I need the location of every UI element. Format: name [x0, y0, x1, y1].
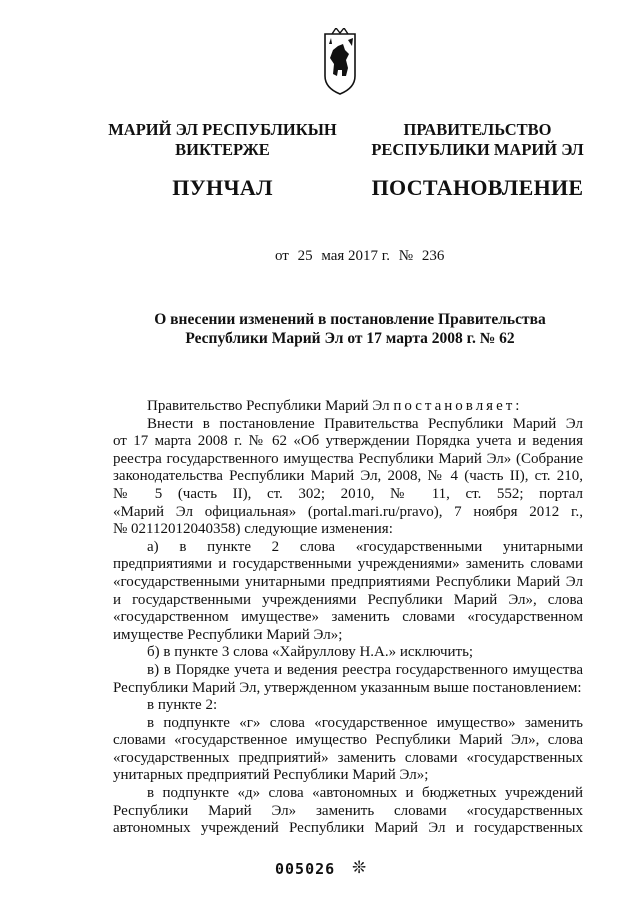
body-intro: [113, 398, 583, 416]
document-date-number: [275, 248, 449, 265]
header-left-line: ВИКТЕРЖЕ: [175, 140, 270, 159]
body-line: № 02112012040358) следующие изменения:: [113, 521, 393, 538]
date-day: 25: [297, 248, 313, 264]
header-left: [95, 120, 350, 198]
body-line: законодательства Республики Марий Эл, 2008, № 4 (часть II), ст. 210,: [113, 468, 583, 485]
intro-decree-word: постановляет:: [393, 398, 523, 414]
date-month-year: мая 2017 г.: [321, 248, 391, 264]
header-right-line: ПРАВИТЕЛЬСТВО: [403, 120, 552, 139]
body-line: предприятиями и государственными учреждениями» заменить словами: [113, 556, 583, 573]
number-sign: №: [398, 248, 414, 264]
body-line: в подпункте «г» слова «государственное имущество» заменить: [147, 714, 583, 731]
subject-line: О внесении изменений в постановление Правительства: [154, 311, 546, 328]
body-line: от 17 марта 2008 г. № 62 «Об утверждении Порядка учета и ведения: [113, 433, 583, 450]
header-left-line: МАРИЙ ЭЛ РЕСПУБЛИКЫН: [108, 120, 337, 139]
body-line: «государственном имуществе» заменить словами «государственном: [113, 609, 583, 626]
body-line: имуществе Республики Марий Эл»;: [113, 626, 343, 643]
serial-number: 005026: [275, 860, 336, 878]
body-line: «государственных предприятий» заменить словами «государственных: [113, 749, 583, 766]
body-line: Республики Марий Эл» заменить словами «государственных: [113, 802, 583, 819]
body-line: «государственными унитарными предприятиями Республики Марий Эл: [113, 573, 583, 590]
body-line: а) в пункте 2 слова «государственными унитарными: [147, 538, 583, 555]
header-right: [345, 120, 610, 198]
header-right-doc-type: ПОСТАНОВЛЕНИЕ: [371, 175, 584, 200]
body-line: б) в пункте 3 слова «Хайруллову Н.А.» исключить;: [147, 644, 474, 661]
body-line: в) в Порядке учета и ведения реестра государственного имущества: [147, 661, 583, 678]
body-line: № 5 (часть II), ст. 302; 2010, № 11, ст. 552; портал: [113, 485, 583, 502]
body-line: и государственными учреждениями Республики Марий Эл», слова: [113, 591, 583, 608]
body-line: Внести в постановление Правительства Республики Марий Эл: [147, 415, 583, 432]
intro-text: Правительство Республики Марий Эл: [147, 398, 390, 414]
body-line: словами «государственное имущество Республики Марий Эл», слова: [113, 732, 583, 749]
date-prefix: от: [275, 248, 289, 264]
body-line: Республики Марий Эл, утвержденном указанным выше постановлением:: [113, 679, 582, 696]
document-subject: [90, 310, 610, 348]
body-line: унитарных предприятий Республики Марий Эл»;: [113, 767, 429, 784]
body-line: «Марий Эл официальная» (portal.mari.ru/pravo), 7 ноября 2012 г.,: [113, 503, 583, 520]
header-right-line: РЕСПУБЛИКИ МАРИЙ ЭЛ: [371, 140, 584, 159]
document-number: 236: [421, 248, 445, 264]
header-left-doc-type: ПУНЧАЛ: [172, 175, 273, 200]
body-line: автономных учреждений Республики Марий Эл и государственных: [113, 820, 583, 837]
subject-line: Республики Марий Эл от 17 марта 2008 г. № 62: [185, 330, 515, 347]
body-line: в пункте 2:: [147, 697, 218, 714]
ornament-star-icon: ❊: [352, 858, 367, 877]
body-line: реестра государственного имущества Республики Марий Эл» (Собрание: [113, 450, 583, 467]
coat-of-arms-emblem: [315, 28, 365, 98]
document-body: [113, 398, 583, 838]
body-line: в подпункте «д» слова «автономных и бюджетных учреждений: [147, 785, 583, 802]
